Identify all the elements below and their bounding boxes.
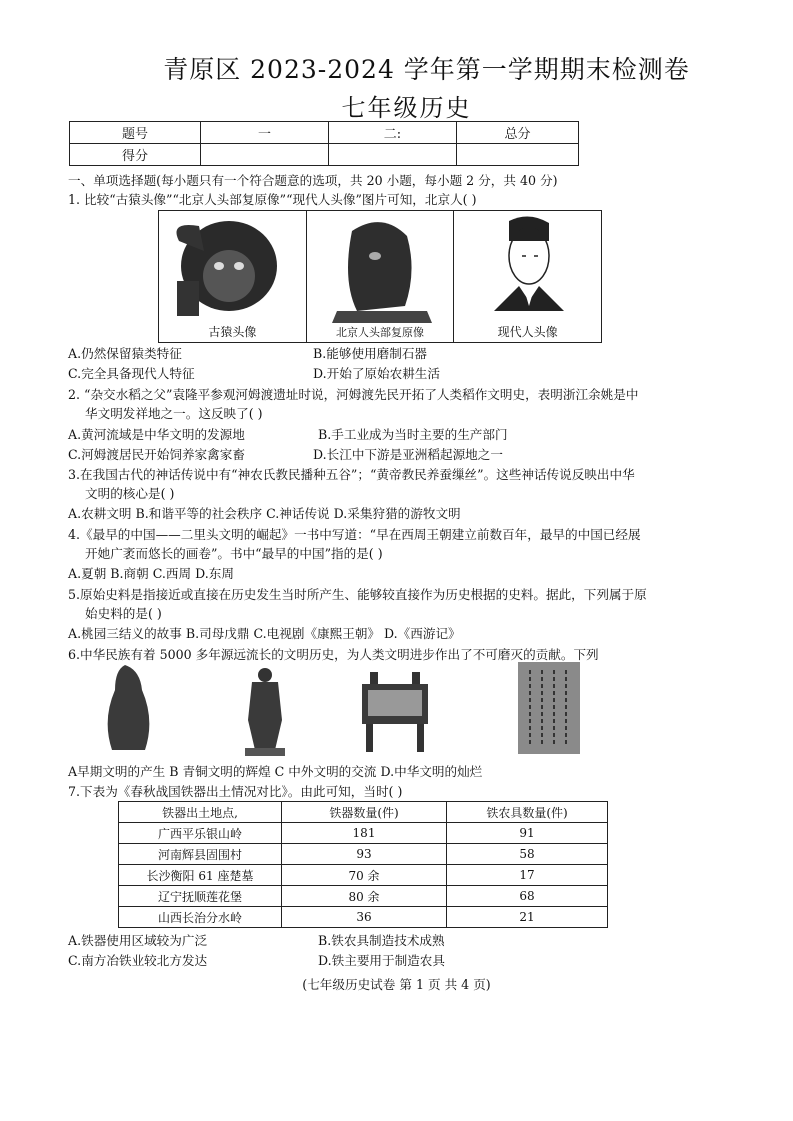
table-row bbox=[119, 865, 608, 886]
table-cell: 93 bbox=[282, 844, 447, 865]
option-b[interactable]: B.手工业成为当时主要的生产部门 bbox=[318, 427, 508, 442]
table-cell: 80 余 bbox=[282, 886, 447, 907]
question-7-stem: 7.下表为《春秋战国铁器出土情况对比》。由此可知，当时( ) bbox=[68, 784, 403, 799]
question-4-stem-cont: 开她广袤而悠长的画卷”。书中“最早的中国”指的是( ) bbox=[85, 546, 383, 561]
question-3-stem-cont: 文明的核心是( ) bbox=[85, 486, 175, 501]
page-footer: (七年级历史试卷 第 1 页 共 4 页) bbox=[302, 977, 491, 992]
table-header: 铁器出土地点, bbox=[119, 802, 282, 823]
table-cell: 山西长治分水岭 bbox=[119, 907, 282, 928]
exam-subtitle: 七年级历史 bbox=[341, 94, 472, 122]
question-3-options[interactable]: A.农耕文明 B.和谐平等的社会秩序 C.神话传说 D.采集狩猎的游牧文明 bbox=[68, 506, 461, 521]
manuscript-relic-icon bbox=[518, 662, 580, 754]
table-row bbox=[119, 886, 608, 907]
table-cell: 58 bbox=[447, 844, 608, 865]
score-table bbox=[69, 121, 579, 166]
table-cell: 广西平乐银山岭 bbox=[119, 823, 282, 844]
option-a[interactable]: A.仍然保留猿类特征 bbox=[68, 346, 182, 361]
option-d[interactable]: D.长江中下游是亚洲稻起源地之一 bbox=[313, 447, 503, 462]
option-a[interactable]: A.黄河流域是中华文明的发源地 bbox=[68, 427, 245, 442]
peking-man-figure bbox=[307, 211, 455, 342]
option-c[interactable]: C.河姆渡居民开始饲养家禽家畜 bbox=[68, 447, 245, 462]
section-heading: 一、单项选择题(每小题只有一个符合题意的选项，共 20 小题，每小题 2 分，共 40 分) bbox=[68, 173, 558, 188]
score-header-cell: 一 bbox=[201, 122, 329, 144]
table-row bbox=[119, 844, 608, 865]
table-cell: 21 bbox=[447, 907, 608, 928]
option-b[interactable]: B.能够使用磨制石器 bbox=[313, 346, 428, 361]
question-6-stem: 6.中华民族有着 5000 多年源远流长的文明历史，为人类文明进步作出了不可磨灭的贡献。下列 bbox=[68, 647, 599, 662]
bronze-ding-icon bbox=[362, 672, 428, 752]
iron-artifacts-table bbox=[118, 801, 608, 928]
score-input-cell[interactable] bbox=[201, 144, 329, 166]
question-3-stem: 3.在我国古代的神话传说中有“神农氏教民播种五谷”；“黄帝教民养蚕缫丝”。这些神话传说反映出中华 bbox=[68, 467, 635, 482]
table-row bbox=[119, 823, 608, 844]
question-6-options[interactable]: A早期文明的产生 B 青铜文明的辉煌 C 中外文明的交流 D.中华文明的灿烂 bbox=[68, 764, 483, 779]
table-cell: 70 余 bbox=[282, 865, 447, 886]
peking-man-bust-icon bbox=[307, 211, 454, 323]
table-header: 铁农具数量(件) bbox=[447, 802, 608, 823]
modern-man-figure bbox=[454, 211, 601, 342]
score-header-cell: 二: bbox=[329, 122, 457, 144]
score-input-cell[interactable] bbox=[457, 144, 579, 166]
score-header-cell: 总分 bbox=[457, 122, 579, 144]
table-cell: 91 bbox=[447, 823, 608, 844]
ape-head-caption: 古猿头像 bbox=[208, 325, 257, 339]
table-cell: 长沙衡阳 61 座楚墓 bbox=[119, 865, 282, 886]
exam-title: 青原区 2023-2024 学年第一学期期末检测卷 bbox=[163, 55, 690, 84]
question-5-stem-cont: 始史料的是( ) bbox=[85, 606, 162, 621]
option-d[interactable]: D.开始了原始农耕生活 bbox=[313, 366, 440, 381]
table-cell: 河南辉县固围村 bbox=[119, 844, 282, 865]
question-1-stem: 1. 比较“古猿头像”“北京人头部复原像”“现代人头像”图片可知，北京人( ) bbox=[68, 192, 477, 207]
table-cell: 181 bbox=[282, 823, 447, 844]
score-header-cell: 题号 bbox=[70, 122, 201, 144]
question-5-stem: 5.原始史料是指接近或直接在历史发生当时所产生、能够较直接作为历史根据的史料。据此，下列属于原 bbox=[68, 587, 647, 602]
option-d[interactable]: D.铁主要用于制造农具 bbox=[318, 953, 445, 968]
table-cell: 17 bbox=[447, 865, 608, 886]
table-cell: 68 bbox=[447, 886, 608, 907]
option-a[interactable]: A.铁器使用区域较为广泛 bbox=[68, 933, 208, 948]
modern-man-portrait-icon bbox=[454, 211, 601, 321]
ape-head-figure bbox=[159, 211, 307, 342]
option-c[interactable]: C.完全具备现代人特征 bbox=[68, 366, 195, 381]
q6-relic-images bbox=[100, 660, 600, 760]
modern-man-caption: 现代人头像 bbox=[497, 325, 558, 339]
question-5-options[interactable]: A.桃园三结义的故事 B.司母戊鼎 C.电视剧《康熙王朝》 D.《西游记》 bbox=[68, 626, 461, 641]
bronze-statue-icon bbox=[245, 668, 285, 756]
table-cell: 36 bbox=[282, 907, 447, 928]
pottery-relic-icon bbox=[108, 665, 150, 750]
option-c[interactable]: C.南方冶铁业较北方发达 bbox=[68, 953, 208, 968]
score-label-cell: 得分 bbox=[70, 144, 201, 166]
question-2-stem: 2. “杂交水稻之父”袁隆平参观河姆渡遗址时说，河姆渡先民开拓了人类稻作文明史，表明浙江余姚是中 bbox=[68, 387, 639, 402]
question-4-stem: 4.《最早的中国——二里头文明的崛起》一书中写道：“早在西周王朝建立前数百年，最早的中国已经展 bbox=[68, 527, 641, 542]
question-2-stem-cont: 华文明发祥地之一。这反映了( ) bbox=[85, 406, 263, 421]
table-row bbox=[119, 907, 608, 928]
table-header: 铁器数量(件) bbox=[282, 802, 447, 823]
ape-head-icon bbox=[159, 211, 306, 321]
option-b[interactable]: B.铁农具制造技术成熟 bbox=[318, 933, 445, 948]
score-input-cell[interactable] bbox=[329, 144, 457, 166]
question-4-options[interactable]: A.夏朝 B.商朝 C.西周 D.东周 bbox=[68, 566, 234, 581]
table-cell: 辽宁抚顺莲花堡 bbox=[119, 886, 282, 907]
peking-man-caption: 北京人头部复原像 bbox=[336, 326, 424, 339]
q1-image-row bbox=[158, 210, 602, 343]
